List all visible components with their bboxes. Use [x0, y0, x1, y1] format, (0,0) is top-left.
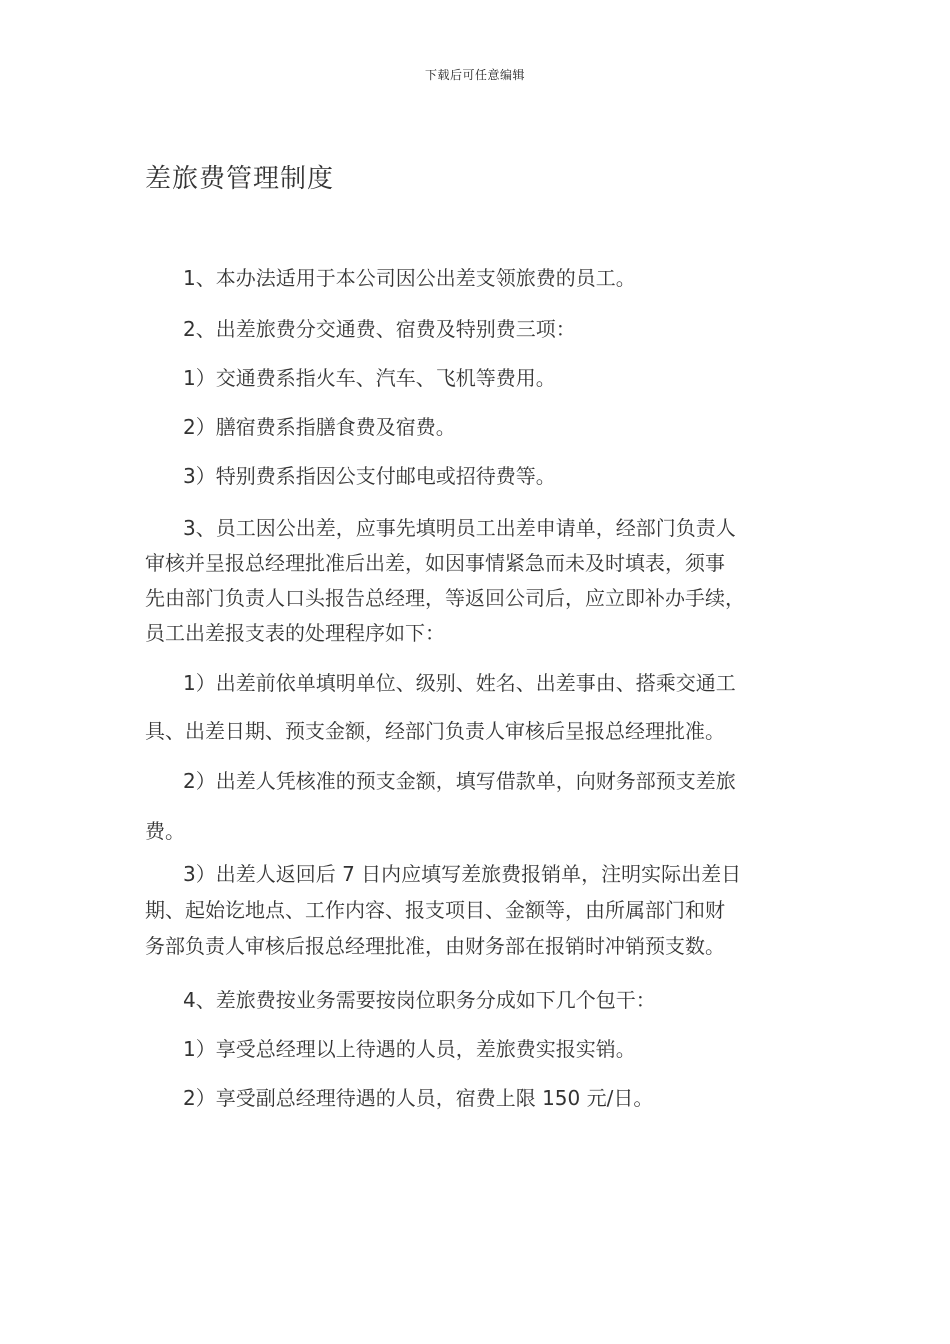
header-note: 下载后可任意编辑 — [424, 68, 525, 82]
clause-3-item-1 — [145, 659, 825, 755]
clause-3 — [145, 511, 825, 651]
clause-2-item-2: 2）膳宿费系指膳食费及宿费。 — [183, 415, 456, 439]
clause-4-item-1: 1）享受总经理以上待遇的人员，差旅费实报实销。 — [183, 1037, 636, 1061]
clause-3-item-3-line: 务部负责人审核后报总经理批准，由财务部在报销时冲销预支数。 — [145, 934, 725, 958]
clause-3-item-1-line: 1）出差前依单填明单位、级别、姓名、出差事由、搭乘交通工 — [183, 671, 736, 695]
clause-2-item-1: 1）交通费系指火车、汽车、飞机等费用。 — [183, 366, 556, 390]
clause-3-line: 3、员工因公出差，应事先填明员工出差申请单，经部门负责人 — [183, 516, 736, 540]
clause-3-item-1-line: 具、出差日期、预支金额，经部门负责人审核后呈报总经理批准。 — [145, 719, 725, 743]
clause-3-line: 员工出差报支表的处理程序如下： — [145, 621, 445, 645]
clause-3-item-2-line: 费。 — [145, 819, 185, 843]
document-title: 差旅费管理制度 — [145, 164, 335, 194]
clause-4: 4、差旅费按业务需要按岗位职务分成如下几个包干： — [183, 988, 656, 1012]
clause-3-item-2-line: 2）出差人凭核准的预支金额，填写借款单，向财务部预支差旅 — [183, 769, 736, 793]
clause-4-item-2: 2）享受副总经理待遇的人员，宿费上限 150 元/日。 — [183, 1086, 654, 1110]
clause-1: 1、本办法适用于本公司因公出差支领旅费的员工。 — [183, 266, 636, 290]
clause-3-item-3 — [145, 856, 825, 964]
clause-3-line: 审核并呈报总经理批准后出差，如因事情紧急而未及时填表，须事 — [145, 551, 725, 575]
clause-3-item-3-line: 期、起始讫地点、工作内容、报支项目、金额等，由所属部门和财 — [145, 898, 725, 922]
clause-3-line: 先由部门负责人口头报告总经理，等返回公司后，应立即补办手续， — [145, 586, 745, 610]
clause-3-item-3-line: 3）出差人返回后 7 日内应填写差旅费报销单，注明实际出差日 — [183, 862, 742, 886]
clause-2: 2、出差旅费分交通费、宿费及特别费三项： — [183, 317, 576, 341]
clause-3-item-2 — [145, 756, 825, 856]
clause-2-item-3: 3）特别费系指因公支付邮电或招待费等。 — [183, 464, 556, 488]
